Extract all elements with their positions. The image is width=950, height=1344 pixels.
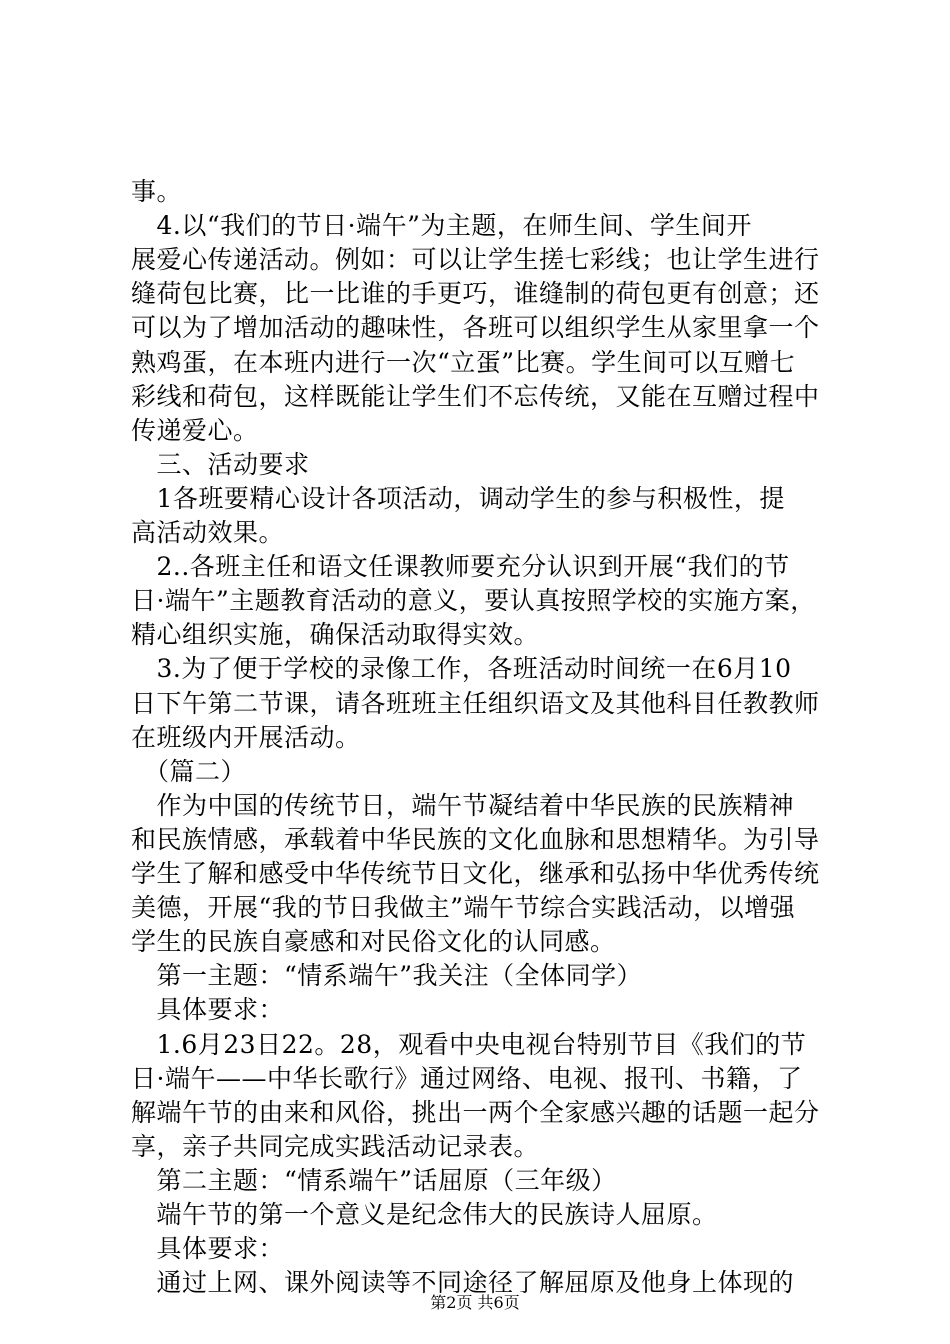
text-line: 高活动效果。	[131, 518, 285, 547]
text-line: 1.6月23日22。28，观看中央电视台特别节目《我们的节	[131, 1029, 807, 1059]
text-line: 通过上网、课外阅读等不同途径了解屈原及他身上体现的	[131, 1268, 795, 1298]
text-line: 事。	[131, 177, 183, 206]
text-line: 享，亲子共同完成实践活动记录表。	[131, 1131, 540, 1161]
text-line: 在班级内开展活动。	[131, 722, 361, 752]
text-line: 三、活动要求	[131, 449, 310, 479]
text-line: 4.以“我们的节日·端午”为主题，在师生间、学生间开	[131, 211, 752, 241]
text-line: 端午节的第一个意义是纪念伟大的民族诗人屈原。	[131, 1200, 718, 1229]
text-line: 美德，开展“我的节日我做主”端午节综合实践活动，以增强	[131, 893, 796, 923]
text-line: 日·端午——中华长歌行》通过网络、电视、报刊、书籍，了	[131, 1063, 803, 1093]
text-line: 学生的民族自豪感和对民俗文化的认同感。	[131, 927, 616, 957]
text-line: 和民族情感，承载着中华民族的文化血脉和思想精华。为引导	[131, 824, 820, 854]
text-line: 熟鸡蛋，在本班内进行一次“立蛋”比赛。学生间可以互赠七	[131, 347, 796, 377]
text-line: 彩线和荷包，这样既能让学生们不忘传统，又能在互赠过程中	[131, 381, 820, 411]
text-line: 2..各班主任和语文任课教师要充分认识到开展“我们的节	[131, 552, 790, 582]
text-line: 缝荷包比赛，比一比谁的手更巧，谁缝制的荷包更有创意；还	[131, 279, 820, 309]
text-line: 作为中国的传统节日，端午节凝结着中华民族的民族精神	[131, 790, 795, 820]
text-line: 传递爱心。	[131, 415, 259, 445]
text-line: 可以为了增加活动的趣味性，各班可以组织学生从家里拿一个	[131, 313, 820, 343]
page-footer: 第2页 共6页	[430, 1293, 520, 1312]
text-line: 日·端午”主题教育活动的意义，要认真按照学校的实施方案，	[131, 586, 816, 616]
text-line: 具体要求：	[131, 1234, 285, 1264]
text-line: 具体要求：	[131, 995, 285, 1025]
text-line: 日下午第二节课，请各班班主任组织语文及其他科目任教教师	[131, 688, 820, 718]
text-line: 解端午节的由来和风俗，挑出一两个全家感兴趣的话题一起分	[131, 1097, 820, 1127]
text-line: 第一主题：“情系端午”我关注（全体同学）	[131, 961, 643, 991]
text-line: （篇二）	[131, 756, 247, 786]
text-line: 1各班要精心设计各项活动，调动学生的参与积极性，提	[131, 483, 785, 513]
text-line: 精心组织实施，确保活动取得实效。	[131, 620, 540, 650]
text-line: 第二主题：“情系端午”话屈原（三年级）	[131, 1165, 617, 1195]
text-line: 展爱心传递活动。例如：可以让学生搓七彩线；也让学生进行	[131, 245, 820, 275]
text-line: 3.为了便于学校的录像工作，各班活动时间统一在6月10	[131, 654, 792, 684]
text-line: 学生了解和感受中华传统节日文化，继承和弘扬中华优秀传统	[131, 859, 820, 888]
